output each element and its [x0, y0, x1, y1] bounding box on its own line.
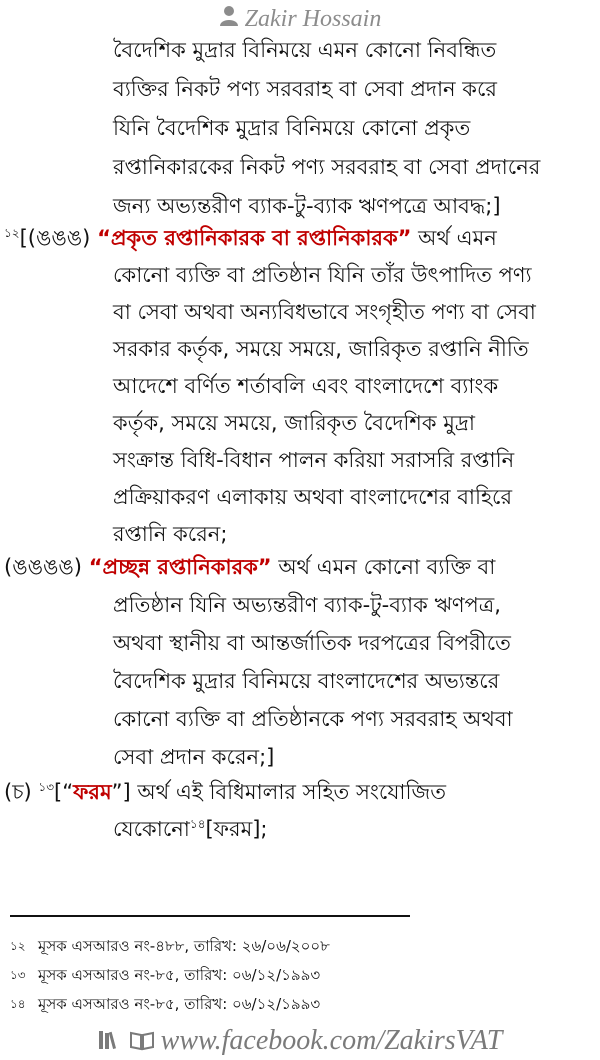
- footnote-marker: ১৩: [38, 780, 54, 794]
- text-fragment: [ফরম];: [205, 817, 268, 841]
- text-line: সংক্রান্ত বিধি-বিধান পালন করিয়া সরাসরি রপ্তানি: [113, 448, 515, 472]
- definition-first-line: [4, 778, 446, 806]
- text-line: ব্যক্তির নিকট পণ্য সরবরাহ বা সেবা প্রদান করে: [113, 77, 497, 101]
- text-line: অথবা স্থানীয় বা আন্তর্জাতিক দরপত্রের বিপরীতে: [113, 631, 511, 655]
- text-fragment: যেকোনো: [113, 817, 190, 841]
- footnote-text: মূসক এসআরও নং-৪৮৮, তারিখ: ২৬/০৬/২০০৮: [38, 937, 330, 955]
- close-bracket: ”]: [111, 780, 131, 804]
- text-line: আদেশে বর্ণিত শর্তাবলি এবং বাংলাদেশে ব্যাংক: [113, 374, 499, 398]
- text-line: সেবা প্রদান করেন;]: [113, 745, 275, 769]
- clause-label: (চ): [4, 780, 32, 804]
- footnote-number: ১৩: [10, 968, 26, 982]
- footnote-text: মূসক এসআরও নং-৮৫, তারিখ: ০৬/১২/১৯৯৩: [38, 966, 321, 984]
- text-line: যিনি বৈদেশিক মুদ্রার বিনিময়ে কোনো প্রকৃত: [113, 116, 471, 140]
- clause-label: (ঙঙঙঙ): [4, 555, 82, 579]
- person-icon: [219, 5, 239, 35]
- clause-label: [(ঙঙঙ): [19, 226, 91, 250]
- footnote-marker: ১৪: [189, 817, 206, 831]
- text-line: কোনো ব্যক্তি বা প্রতিষ্ঠানকে পণ্য সরবরাহ অথবা: [113, 707, 513, 731]
- books-icon: [98, 1027, 129, 1058]
- text-line: বা সেবা অথবা অন্যবিধভাবে সংগৃহীত পণ্য বা সেবা: [113, 300, 536, 324]
- text-line: কোনো ব্যক্তি বা প্রতিষ্ঠান যিনি তাঁর উৎপাদিত পণ্য: [113, 263, 532, 287]
- text-line: প্রক্রিয়াকরণ এলাকায় অথবা বাংলাদেশের বাহিরে: [113, 485, 513, 509]
- text-line: জন্য অভ্যন্তরীণ ব্যাক-টু-ব্যাক ঋণপত্রে আবদ্ধ;]: [113, 194, 501, 218]
- definition-first-line: [4, 553, 495, 581]
- defined-term: ফরম: [73, 780, 112, 804]
- footnote: [10, 993, 320, 1015]
- text-line: রপ্তানিকারকের নিকট পণ্য সরবরাহ বা সেবা প্রদানের: [113, 155, 541, 179]
- footnote-divider: [10, 915, 410, 917]
- definition-text: অর্থ এই বিধিমালার সহিত সংযোজিত: [137, 780, 447, 804]
- text-line: প্রতিষ্ঠান যিনি অভ্যন্তরীণ ব্যাক-টু-ব্যাক ঋণপত্র,: [113, 593, 501, 617]
- page-header: [0, 4, 600, 35]
- text-line: বৈদেশিক মুদ্রার বিনিময়ে এমন কোনো নিবন্ধিত: [113, 38, 497, 62]
- footnote-number: ১৪: [10, 997, 26, 1011]
- definition-text: অর্থ এমন: [418, 226, 497, 250]
- defined-term: “প্রচ্ছন্ন রপ্তানিকারক”: [88, 555, 272, 579]
- definition-first-line: [4, 224, 497, 252]
- footer-url[interactable]: www.facebook.com/ZakirsVAT: [160, 1025, 503, 1056]
- text-line: বৈদেশিক মুদ্রার বিনিময়ে বাংলাদেশের অভ্যন্তরে: [113, 669, 500, 693]
- text-line: সরকার কর্তৃক, সময়ে সময়ে, জারিকৃত রপ্তানি নীতি: [113, 337, 529, 361]
- footnote: [10, 964, 320, 986]
- footnote: [10, 935, 330, 957]
- definition-text: অর্থ এমন কোনো ব্যক্তি বা: [278, 555, 496, 579]
- author-name: Zakir Hossain: [244, 6, 382, 32]
- text-line: কর্তৃক, সময়ে সময়ে, জারিকৃত বৈদেশিক মুদ্রা: [113, 411, 475, 435]
- defined-term: “প্রকৃত রপ্তানিকারক বা রপ্তানিকারক”: [97, 226, 412, 250]
- page-footer: [0, 1024, 600, 1060]
- text-line: রপ্তানি করেন;: [113, 522, 228, 546]
- footnote-marker: ১২: [4, 226, 20, 240]
- footnote-text: মূসক এসআরও নং-৮৫, তারিখ: ০৬/১২/১৯৯৩: [38, 995, 321, 1013]
- open-book-icon: [129, 1027, 155, 1058]
- open-bracket: [“: [54, 780, 74, 804]
- text-line: [113, 815, 268, 843]
- footnote-number: ১২: [10, 939, 26, 953]
